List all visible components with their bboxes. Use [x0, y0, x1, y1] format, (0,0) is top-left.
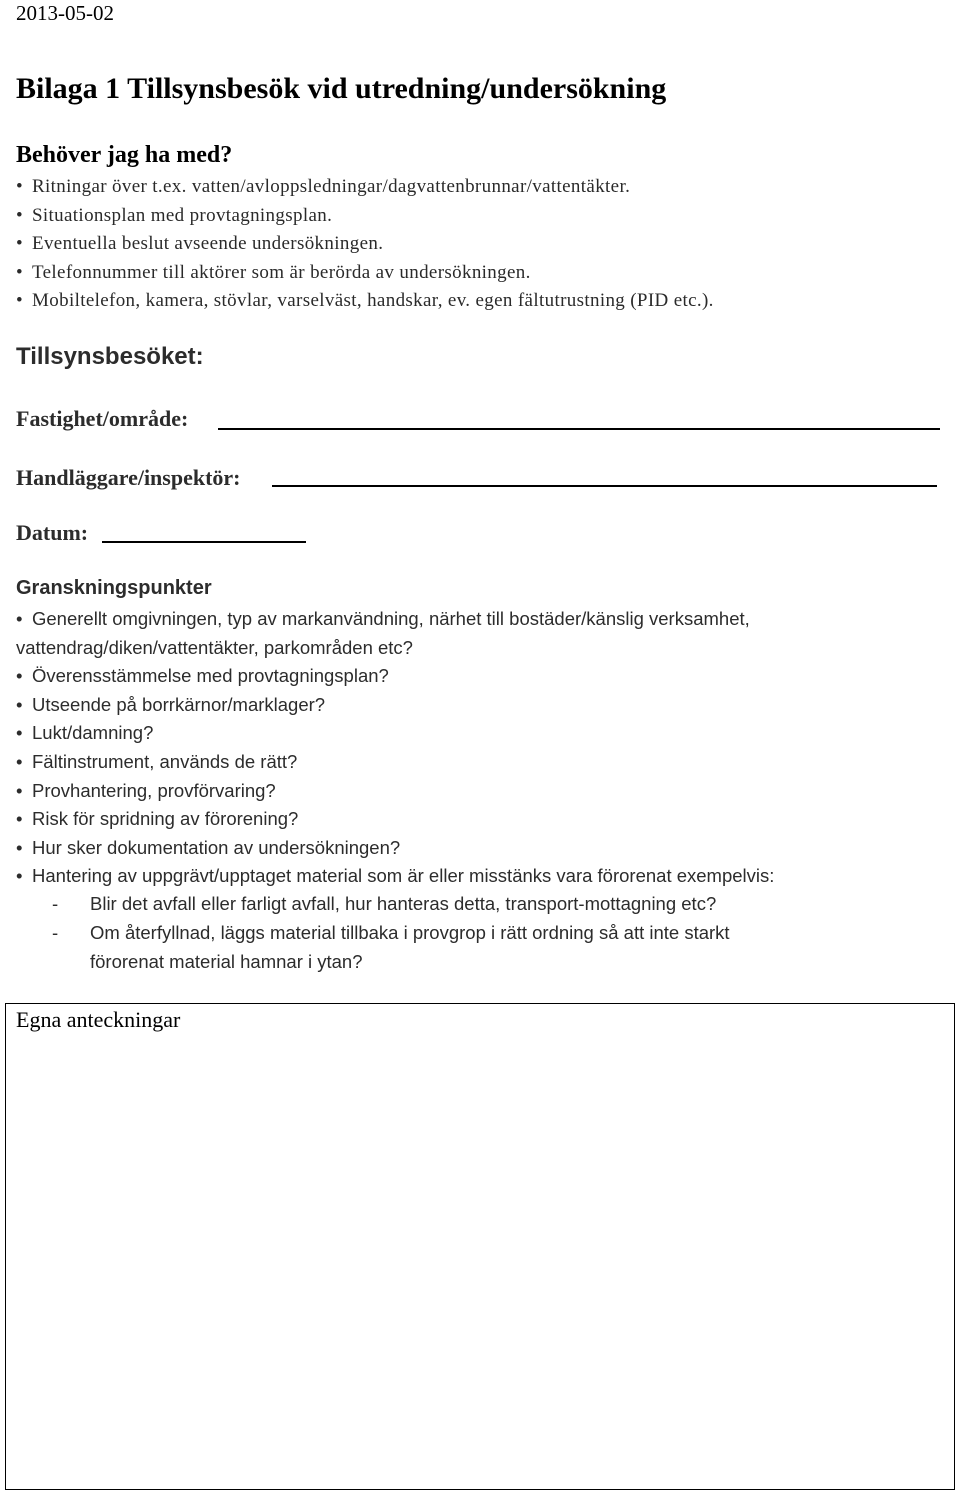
bullet-icon: •	[16, 750, 23, 772]
bullet-icon: •	[16, 665, 23, 687]
needs-heading: Behöver jag ha med?	[16, 142, 233, 168]
list-item: vattendrag/diken/vattentäkter, parkområden etc?	[16, 636, 413, 658]
list-item: • Eventuella beslut avseende undersökningen.	[16, 230, 714, 259]
list-item: • Överensstämmelse med provtagningsplan?	[16, 662, 774, 691]
bullet-icon: •	[16, 290, 24, 312]
date-field[interactable]	[102, 541, 306, 543]
list-item: • Fältinstrument, används de rätt?	[16, 748, 774, 777]
list-item: • Lukt/damning?	[16, 719, 774, 748]
list-item: • Provhantering, provförvaring?	[16, 777, 774, 806]
date-label: Datum:	[16, 520, 89, 545]
bullet-icon: •	[16, 836, 23, 858]
notes-label: Egna anteckningar	[16, 1007, 181, 1032]
visit-heading: Tillsynsbesöket:	[16, 343, 204, 370]
list-item: • Situationsplan med provtagningsplan.	[16, 202, 714, 231]
bullet-icon: •	[16, 261, 24, 283]
list-item: • Risk för spridning av förorening?	[16, 805, 774, 834]
list-item: • Generellt omgivningen, typ av markanvändning, närhet till bostäder/känslig verksamhet,	[16, 605, 774, 634]
bullet-icon: •	[16, 779, 23, 801]
needs-list	[16, 173, 714, 316]
list-item: • Hur sker dokumentation av undersökningen?	[16, 834, 774, 863]
sub-list-item: Om återfyllnad, läggs material tillbaka i provgrop i rätt ordning så att inte starkt	[90, 922, 730, 943]
list-item: • Utseende på borrkärnor/marklager?	[16, 691, 774, 720]
bullet-icon: •	[16, 808, 23, 830]
bullet-icon: •	[16, 693, 23, 715]
bullet-icon: •	[16, 608, 23, 629]
document-date: 2013-05-02	[16, 1, 114, 25]
bullet-icon: •	[16, 865, 23, 887]
sub-list-item-continuation: förorenat material hamnar i ytan?	[90, 951, 363, 972]
bullet-icon: •	[16, 233, 24, 255]
list-item: • Ritningar över t.ex. vatten/avloppsledningar/dagvattenbrunnar/vattentäkter.	[16, 173, 714, 202]
review-list	[16, 605, 774, 891]
page-title: Bilaga 1 Tillsynsbesök vid utredning/undersökning	[16, 72, 667, 105]
dash-icon: -	[52, 922, 59, 943]
list-item: • Hantering av uppgrävt/upptaget material som är eller misstänks vara förorenat exempelvis:	[16, 862, 774, 891]
bullet-icon: •	[16, 204, 24, 226]
bullet-icon: •	[16, 176, 24, 197]
review-heading: Granskningspunkter	[16, 577, 212, 599]
property-label: Fastighet/område:	[16, 406, 189, 431]
sub-list-item: Blir det avfall eller farligt avfall, hur hanteras detta, transport-mottagning etc?	[90, 893, 717, 914]
dash-icon: -	[52, 893, 59, 914]
inspector-label: Handläggare/inspektör:	[16, 465, 241, 490]
inspector-field[interactable]	[272, 485, 937, 487]
list-item: • Telefonnummer till aktörer som är berörda av undersökningen.	[16, 259, 714, 288]
list-item: • Mobiltelefon, kamera, stövlar, varselväst, handskar, ev. egen fältutrustning (PID etc.).	[16, 287, 714, 316]
notes-box[interactable]	[5, 1003, 955, 1490]
property-field[interactable]	[218, 428, 940, 430]
bullet-icon: •	[16, 722, 23, 744]
